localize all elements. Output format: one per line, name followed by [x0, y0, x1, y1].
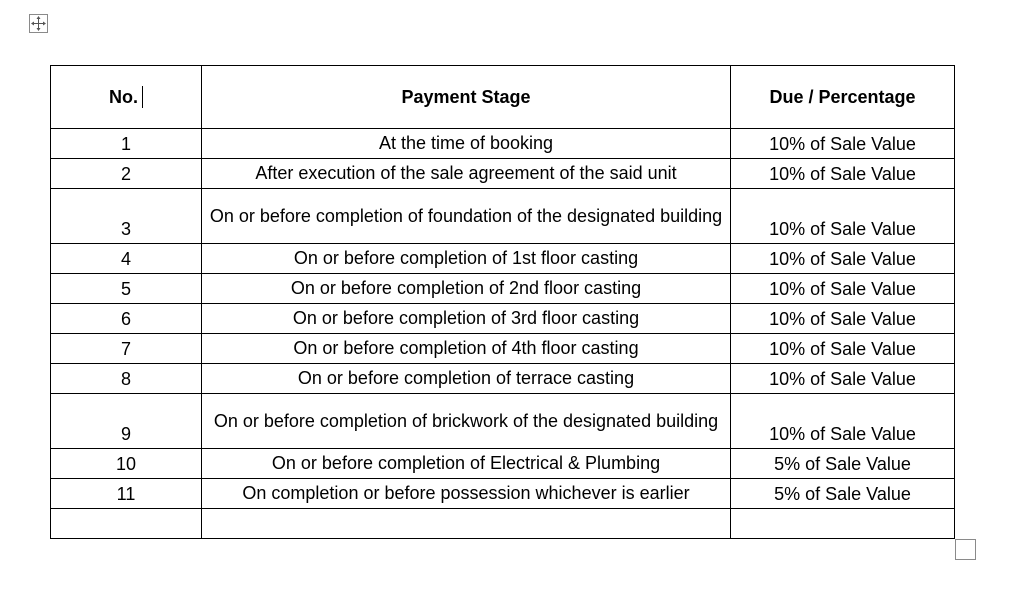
cell-stage[interactable]: On or before completion of 1st floor casting: [202, 244, 731, 274]
header-cell-due[interactable]: [731, 66, 955, 129]
header-due-label: Due / Percentage: [769, 86, 916, 107]
cell-due[interactable]: 10% of Sale Value: [731, 394, 955, 449]
cell-no[interactable]: 1: [51, 129, 202, 159]
table-row: [51, 334, 955, 364]
table-row: [51, 159, 955, 189]
cell-due[interactable]: 5% of Sale Value: [731, 449, 955, 479]
text-cursor: [142, 86, 143, 108]
cell-no[interactable]: 7: [51, 334, 202, 364]
cell-no[interactable]: 6: [51, 304, 202, 334]
cell-due-empty[interactable]: [731, 509, 955, 539]
table-row: [51, 244, 955, 274]
table-resize-handle-icon[interactable]: [955, 539, 976, 560]
cell-no[interactable]: 10: [51, 449, 202, 479]
table-row: [51, 129, 955, 159]
cell-no[interactable]: 2: [51, 159, 202, 189]
cell-stage[interactable]: After execution of the sale agreement of the said unit: [202, 159, 731, 189]
cell-stage[interactable]: On or before completion of 3rd floor casting: [202, 304, 731, 334]
cell-due[interactable]: 10% of Sale Value: [731, 159, 955, 189]
header-cell-stage[interactable]: [202, 66, 731, 129]
table-header-row: [51, 66, 955, 129]
cell-stage[interactable]: On completion or before possession whichever is earlier: [202, 479, 731, 509]
cell-stage[interactable]: On or before completion of 2nd floor casting: [202, 274, 731, 304]
table-move-handle-icon[interactable]: [29, 14, 48, 33]
cell-due[interactable]: 10% of Sale Value: [731, 189, 955, 244]
cell-stage-empty[interactable]: [202, 509, 731, 539]
table-row: [51, 479, 955, 509]
table-row-empty: [51, 509, 955, 539]
cell-due[interactable]: 5% of Sale Value: [731, 479, 955, 509]
table-row: [51, 274, 955, 304]
table-row: [51, 304, 955, 334]
cell-no[interactable]: 3: [51, 189, 202, 244]
cell-stage[interactable]: On or before completion of terrace casting: [202, 364, 731, 394]
cell-due[interactable]: 10% of Sale Value: [731, 364, 955, 394]
header-stage-label: Payment Stage: [401, 86, 531, 107]
header-no-label: No.: [109, 86, 138, 107]
table-row: [51, 449, 955, 479]
cell-stage[interactable]: On or before completion of foundation of the designated building: [202, 189, 731, 244]
cell-due[interactable]: 10% of Sale Value: [731, 244, 955, 274]
table-row: [51, 364, 955, 394]
cell-due[interactable]: 10% of Sale Value: [731, 129, 955, 159]
cell-no[interactable]: 5: [51, 274, 202, 304]
table-row: [51, 189, 955, 244]
cell-no[interactable]: 8: [51, 364, 202, 394]
cell-no[interactable]: 11: [51, 479, 202, 509]
cell-stage[interactable]: On or before completion of Electrical & Plumbing: [202, 449, 731, 479]
cell-no-empty[interactable]: [51, 509, 202, 539]
cell-stage[interactable]: At the time of booking: [202, 129, 731, 159]
payment-schedule-table: [50, 65, 955, 539]
cell-stage[interactable]: On or before completion of brickwork of the designated building: [202, 394, 731, 449]
header-cell-no[interactable]: [51, 66, 202, 129]
cell-due[interactable]: 10% of Sale Value: [731, 334, 955, 364]
cell-no[interactable]: 4: [51, 244, 202, 274]
cell-due[interactable]: 10% of Sale Value: [731, 274, 955, 304]
cell-due[interactable]: 10% of Sale Value: [731, 304, 955, 334]
cell-stage[interactable]: On or before completion of 4th floor casting: [202, 334, 731, 364]
cell-no[interactable]: 9: [51, 394, 202, 449]
table-row: [51, 394, 955, 449]
